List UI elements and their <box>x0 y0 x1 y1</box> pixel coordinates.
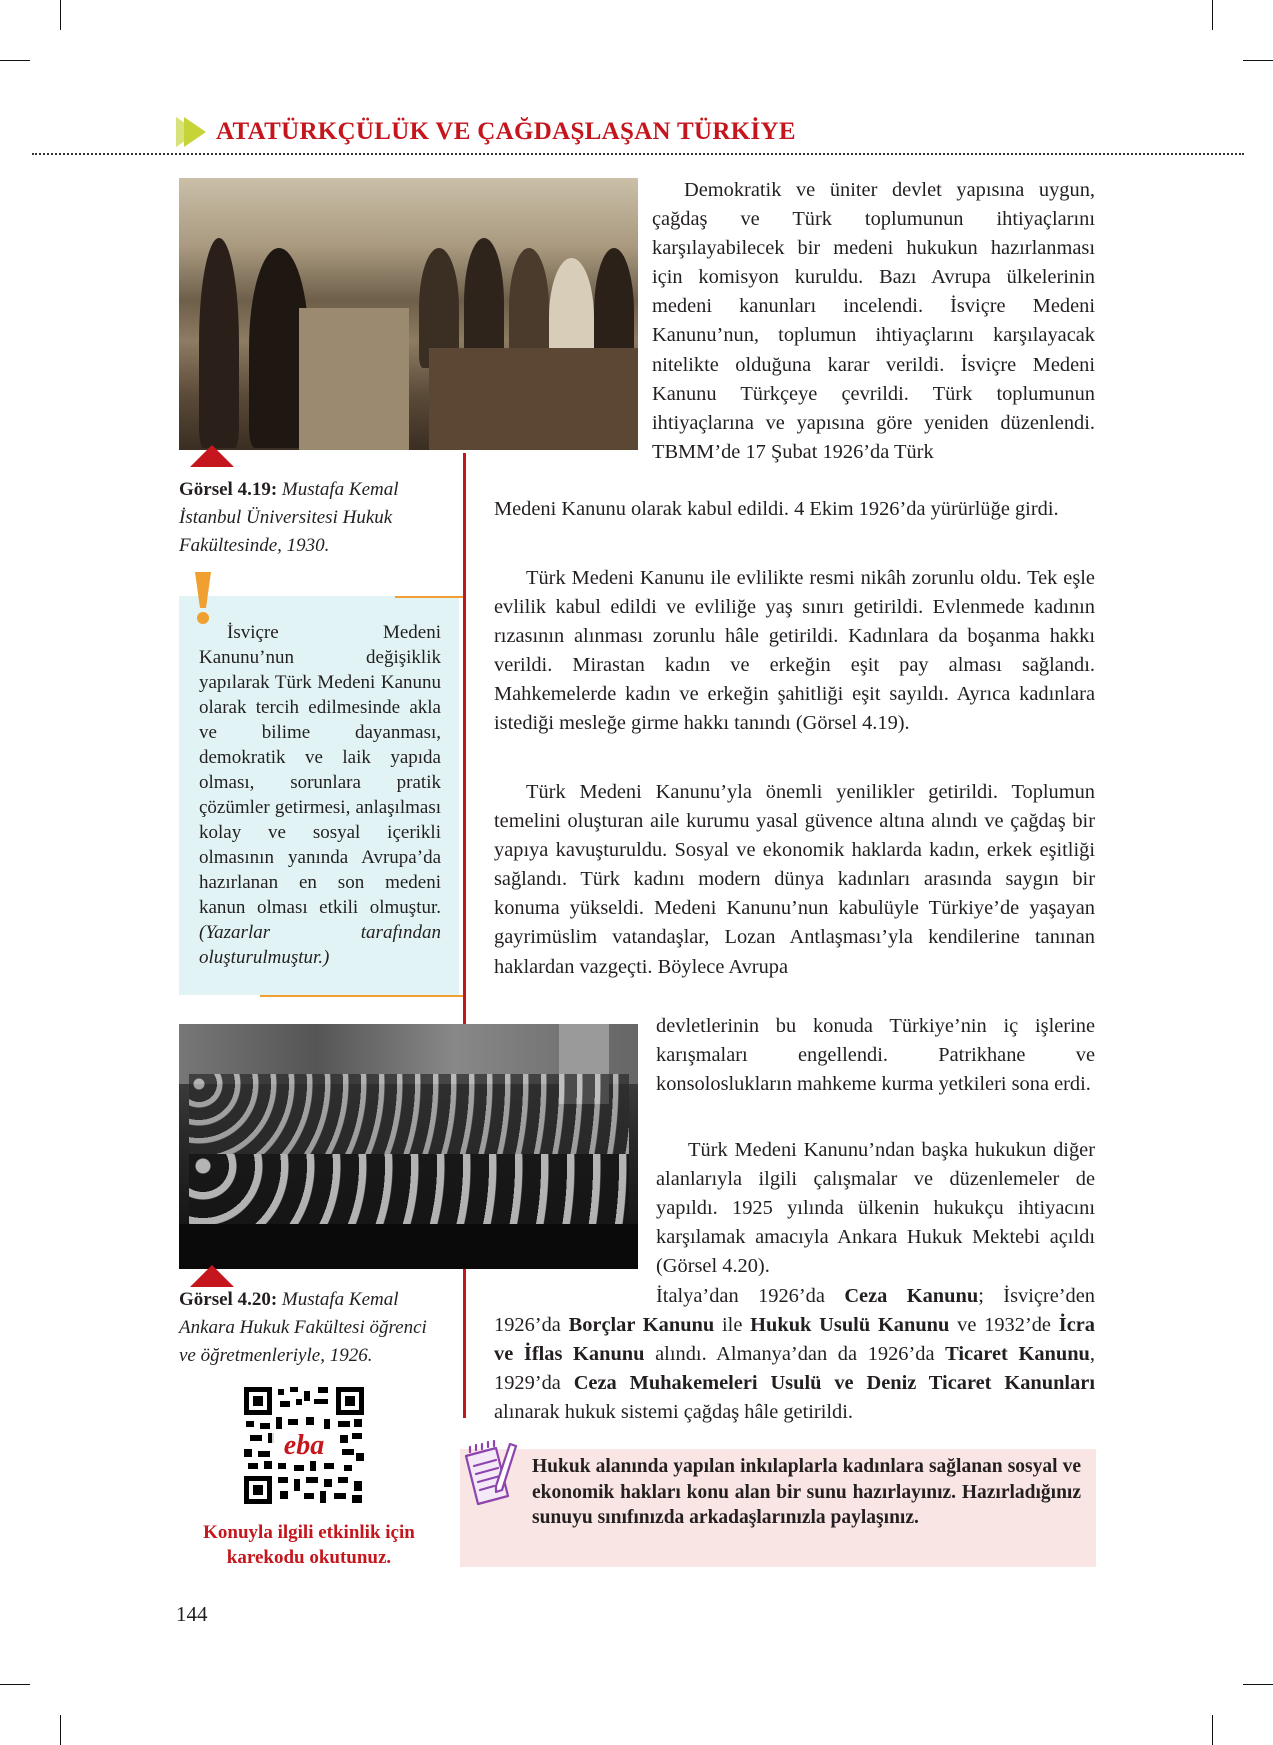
paragraph-5: İtalya’dan 1926’da Ceza Kanunu; İsviçre’den 1926’da Borçlar Kanunu ile Hukuk Usulü Kanunu ve 1932’de İcra ve İflas Kanunu alındı. Almanya’dan da 1926’da Ticaret Kanunu, 1929’da Ceza Muhakemeleri Usulü ve Deniz Ticaret Kanunları alınarak hukuk sistemi çağdaş hâle getirildi. <box>494 1285 1095 1424</box>
qr-code[interactable] <box>244 1387 364 1504</box>
eba-logo: eba <box>283 1430 325 1461</box>
column-divider <box>463 453 466 1418</box>
crop-mark <box>1243 1684 1273 1685</box>
paragraph-1-wide: Medeni Kanunu olarak kabul edildi. 4 Ekim 1926’da yürürlüğe girdi. <box>494 498 1059 520</box>
exclamation-icon <box>192 570 214 626</box>
qr-instruction: Konuyla ilgili etkinlik için karekodu okutunuz. <box>203 1522 415 1568</box>
notepad-pencil-icon <box>462 1440 520 1510</box>
caption-pointer-triangle <box>190 1265 234 1287</box>
paragraph-4-narrow: Türk Medeni Kanunu’ndan başka hukukun diğer alanlarıyla ilgili çalışmalar ve düzenlemeler de yapıldı. 1925 yılında ülkenin hukukçu ihtiyacını karşılamak amacıyla Ankara Hukuk Mektebi açıldı (Görsel 4.20). <box>656 1139 1095 1278</box>
paragraph-3-wide: Türk Medeni Kanunu’yla önemli yenilikler getirildi. Toplumun temelini oluşturan aile kurumu yasal güvence altına alındı ve çağdaş bir yapıya kavuşturuldu. Sosyal ve ekonomik haklarda kadın, erkek eşitliği sağlandı. Türk kadını modern dünya kadınları arasında saygın bir konuma yükseldi. Medeni Kanunu’nun kabulüyle Türkiye’de yaşayan gayrimüslim vatandaşlar, Lozan Antlaşması’yla kendilerine tanınan haklardan vazgeçti. Böylece Avrupa <box>494 781 1095 978</box>
page-number: 144 <box>176 1602 208 1626</box>
caption-pointer-triangle <box>190 445 234 467</box>
crop-mark <box>1212 1715 1213 1745</box>
activity-task-text: Hukuk alanında yapılan inkılaplarla kadınlara sağlanan sosyal ve ekonomik hakları konu alan bir sunu hazırlayınız. Hazırladığınız sunuyu sınıfınızda arkadaşlarınızla paylaşınız. <box>532 1456 1081 1528</box>
header-dotted-rule <box>32 153 1244 155</box>
crop-mark <box>60 0 61 30</box>
paragraph-3-narrow: devletlerinin bu konuda Türkiye’nin iç işlerine karışmaları engellendi. Patrikhane ve konsoloslukların mahkeme kurma yetkileri sona erdi. <box>656 1015 1095 1096</box>
note-border-bottom <box>260 995 463 997</box>
chapter-header <box>176 114 796 150</box>
crop-mark <box>0 1684 30 1685</box>
crop-mark <box>60 1715 61 1745</box>
info-note-text: İsviçre Medeni Kanunu’nun değişiklik yapılarak Türk Medeni Kanunu olarak tercih edilmesinde akla ve bilime dayanması, demokratik ve laik yapıda olması, sorunlara pratik çözümler getirmesi, anlaşılması kolay ve sosyal içerikli olmasının yanında Avrupa’da hazırlanan en son medeni kanun olması etkili olmuştur. (Yazarlar tarafından oluşturulmuştur.) <box>199 622 441 968</box>
crop-mark <box>1243 60 1273 61</box>
figure-4-20-caption: Görsel 4.20: Mustafa Kemal Ankara Hukuk Fakültesi öğrenci ve öğretmenleriyle, 1926. <box>179 1289 427 1366</box>
figure-4-19-photo <box>179 178 638 450</box>
crop-mark <box>1212 0 1213 30</box>
crop-mark <box>0 60 30 61</box>
figure-4-19-caption: Görsel 4.19: Mustafa Kemal İstanbul Üniversitesi Hukuk Fakültesinde, 1930. <box>179 479 399 556</box>
note-border-top <box>395 596 463 598</box>
chapter-title: ATATÜRKÇÜLÜK VE ÇAĞDAŞLAŞAN TÜRKİYE <box>216 118 796 145</box>
paragraph-2: Türk Medeni Kanunu ile evlilikte resmi nikâh zorunlu oldu. Tek eşle evlilik kabul edildi ve evliliğe yaş sınırı getirildi. Evlenmede kadının rızasının alınması zorunlu hâle getirildi. Kadınlara da boşanma hakkı verildi. Mirastan kadın ve erkeğin eşit pay alması sağlandı. Mahkemelerde kadın ve erkeğin şahitliği eşit sayıldı. Ayrıca kadınlara istediği mesleğe girme hakkı tanındı (Görsel 4.19). <box>494 567 1095 735</box>
paragraph-1-narrow: Demokratik ve üniter devlet yapısına uygun, çağdaş ve Türk toplumunun ihtiyaçlarını karşılayabilecek bir medeni hukukun hazırlanması için komisyon kuruldu. Bazı Avrupa ülkelerinin medeni kanunları incelendi. İsviçre Medeni Kanunu’nun, toplumun ihtiyaçlarını karşılayacak nitelikte olduğuna karar verildi. İsviçre Medeni Kanunu Türkçeye çevrildi. Türk toplumunun ihtiyaçlarına ve yapısına göre yeniden düzenlendi. TBMM’de 17 Şubat 1926’da Türk <box>652 179 1095 463</box>
double-arrow-icon <box>176 117 208 147</box>
figure-4-20-photo <box>179 1024 638 1269</box>
